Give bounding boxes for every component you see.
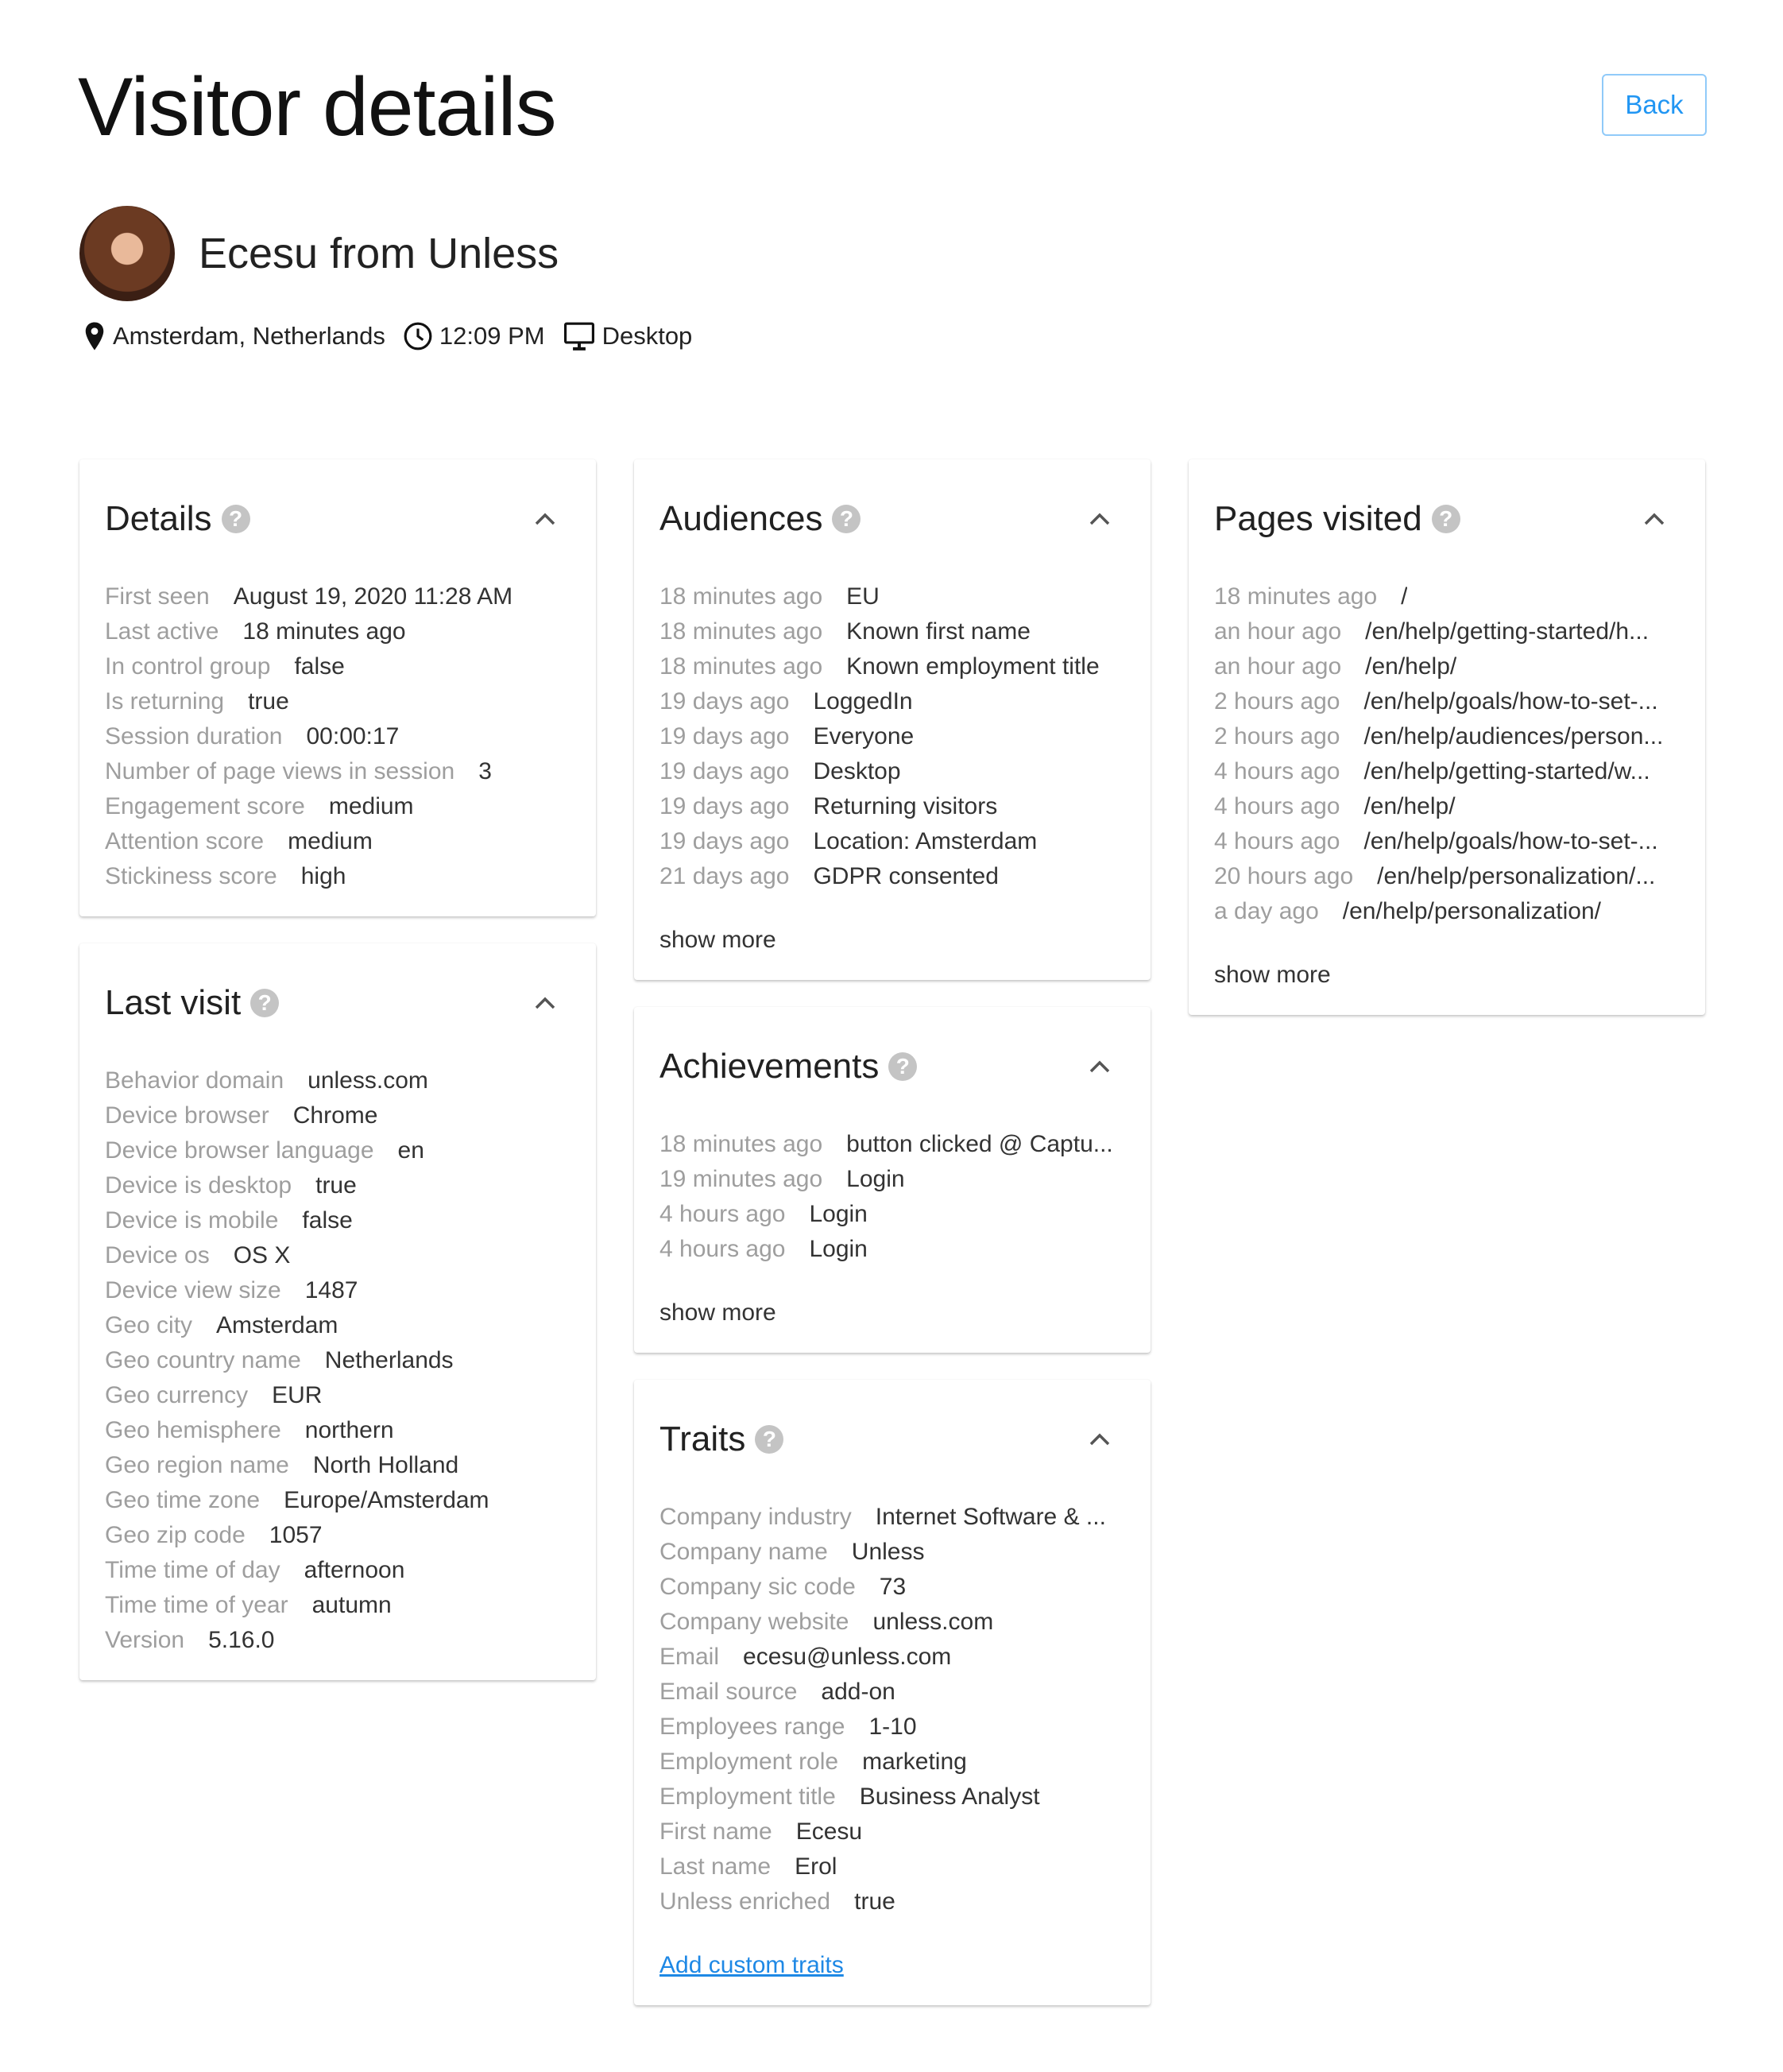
row-value: ecesu@unless.com [743,1644,952,1670]
achievements-row [659,1127,1125,1162]
row-label: 19 minutes ago [659,1166,823,1192]
row-value: 3 [478,758,492,784]
device-text: Desktop [601,322,693,350]
row-label: Email source [659,1679,798,1705]
row-label: Geo zip code [105,1522,246,1548]
column-left [79,459,596,1707]
traits-row [659,1500,1125,1535]
row-value: 1057 [269,1522,323,1548]
row-label: 2 hours ago [1214,688,1340,715]
last-visit-row [105,1623,570,1658]
row-label: Company name [659,1539,828,1565]
row-value: medium [288,828,373,854]
row-value: false [294,653,345,680]
traits-header [659,1419,1125,1459]
row-label: Time time of day [105,1557,280,1583]
row-label: Geo time zone [105,1487,261,1513]
row-value: northern [304,1417,394,1443]
chevron-up-icon[interactable] [1084,1051,1116,1082]
last-visit-row [105,1133,570,1168]
row-label: Geo hemisphere [105,1417,281,1443]
row-value: Login [809,1236,868,1262]
row-label: Device browser [105,1102,269,1129]
row-label: Company sic code [659,1574,856,1600]
row-value: autumn [311,1592,392,1618]
row-value: LoggedIn [813,688,913,715]
page-title: Visitor details [78,61,556,153]
last-visit-row [105,1413,570,1448]
row-label: Device is mobile [105,1207,279,1234]
row-label: Geo currency [105,1382,249,1408]
row-label: 4 hours ago [659,1236,786,1262]
row-label: Geo city [105,1312,193,1338]
last-visit-row [105,1483,570,1518]
row-label: 4 hours ago [1214,758,1340,784]
pages-visited-title: Pages visited [1214,499,1422,538]
row-label: First name [659,1818,772,1845]
row-label: Session duration [105,723,283,749]
row-value: 00:00:17 [306,723,400,749]
row-value: EUR [272,1382,323,1408]
row-value: GDPR consented [813,863,999,889]
pages-visited-row [1214,649,1680,684]
row-value: Returning visitors [813,793,998,819]
traits-row [659,1849,1125,1884]
pages-visited-row [1214,614,1680,649]
visitor-name: Ecesu from Unless [199,230,559,277]
row-label: Last active [105,618,219,645]
row-label: 19 days ago [659,828,790,854]
row-value: marketing [862,1749,967,1775]
pages-visited-title-wrap [1214,499,1460,539]
last-visit-row [105,1343,570,1378]
row-label: a day ago [1214,898,1319,924]
row-value: 5.16.0 [208,1627,275,1653]
details-row [105,859,570,894]
pages-visited-header [1214,499,1680,539]
row-label: Geo region name [105,1452,289,1478]
avatar [79,206,175,301]
traits-title: Traits [659,1419,746,1458]
row-value: /en/help/ [1365,653,1457,680]
chevron-up-icon[interactable] [1084,503,1116,535]
details-title: Details [105,499,212,538]
row-label: Device view size [105,1277,281,1303]
row-value: 18 minutes ago [242,618,406,645]
last-visit-row [105,1378,570,1413]
pages-visited-row [1214,719,1680,754]
back-button[interactable]: Back [1602,74,1707,136]
traits-row [659,1570,1125,1605]
row-value: Login [846,1166,905,1192]
chevron-up-icon[interactable] [1084,1423,1116,1455]
last-visit-row [105,1238,570,1273]
row-value: North Holland [312,1452,459,1478]
visitor-profile [79,206,559,301]
help-icon[interactable]: ? [1432,505,1460,533]
audiences-title-wrap [659,499,861,539]
details-header [105,499,570,539]
row-value: EU [846,583,880,610]
show-more-button[interactable]: show more [659,927,776,953]
row-value: add-on [821,1679,895,1705]
row-value: 1-10 [868,1714,917,1740]
show-more-button[interactable]: show more [1214,962,1331,988]
last-visit-row [105,1063,570,1098]
achievements-title-wrap [659,1047,917,1086]
row-value: Internet Software & ... [875,1504,1106,1530]
last-visit-row [105,1448,570,1483]
row-value: Location: Amsterdam [813,828,1038,854]
row-label: Device is desktop [105,1172,292,1199]
row-value: high [300,863,346,889]
traits-row [659,1535,1125,1570]
row-label: 2 hours ago [1214,723,1340,749]
audiences-row [659,719,1125,754]
traits-row [659,1605,1125,1640]
row-value: button clicked @ Captu... [846,1131,1113,1157]
last-visit-row [105,1518,570,1553]
row-label: Last name [659,1853,772,1880]
audiences-row [659,649,1125,684]
last-visit-card [79,943,596,1680]
audiences-row [659,684,1125,719]
pages-visited-row [1214,859,1680,894]
row-value: true [854,1888,895,1915]
time-text: 12:09 PM [439,322,545,350]
row-label: 20 hours ago [1214,863,1354,889]
last-visit-row [105,1168,570,1203]
audiences-row [659,824,1125,859]
last-visit-row [105,1588,570,1623]
last-visit-title-wrap [105,983,279,1023]
details-row [105,789,570,824]
last-visit-row [105,1098,570,1133]
row-label: 18 minutes ago [659,618,823,645]
row-label: 19 days ago [659,688,790,715]
row-value: Known first name [846,618,1031,645]
row-value: Business Analyst [859,1783,1040,1810]
row-value: August 19, 2020 11:28 AM [233,583,513,610]
row-value: unless.com [872,1609,994,1635]
last-visit-row [105,1203,570,1238]
row-label: Device os [105,1242,210,1268]
row-value: Known employment title [846,653,1100,680]
row-value: / [1401,583,1408,610]
row-value: en [397,1137,424,1164]
audiences-card [634,459,1151,980]
row-value: 1487 [304,1277,358,1303]
audiences-row [659,579,1125,614]
achievements-row [659,1232,1125,1267]
column-middle [634,459,1151,2032]
row-label: Unless enriched [659,1888,831,1915]
row-label: Number of page views in session [105,758,455,784]
pages-visited-card [1189,459,1705,1015]
row-value: /en/help/getting-started/w... [1363,758,1650,784]
row-value: Unless [851,1539,925,1565]
row-label: an hour ago [1214,618,1342,645]
row-label: 4 hours ago [1214,793,1340,819]
row-value: Chrome [292,1102,378,1129]
row-label: Time time of year [105,1592,288,1618]
row-value: /en/help/goals/how-to-set-... [1363,688,1658,715]
row-value: OS X [233,1242,291,1268]
row-label: In control group [105,653,271,680]
row-label: Is returning [105,688,225,715]
row-label: 18 minutes ago [1214,583,1378,610]
audiences-row [659,859,1125,894]
column-right [1189,459,1705,1042]
traits-row [659,1814,1125,1849]
traits-row [659,1780,1125,1814]
row-label: Company website [659,1609,849,1635]
chevron-up-icon[interactable] [1638,503,1670,535]
row-label: 4 hours ago [1214,828,1340,854]
details-row [105,649,570,684]
location-text: Amsterdam, Netherlands [113,322,385,350]
last-visit-row [105,1273,570,1308]
row-value: Netherlands [324,1347,454,1373]
desktop-icon [563,321,596,351]
last-visit-row [105,1308,570,1343]
help-icon[interactable]: ? [250,989,279,1017]
add-custom-traits-link[interactable]: Add custom traits [659,1952,844,1978]
traits-row [659,1710,1125,1745]
audiences-row [659,754,1125,789]
row-label: Employment title [659,1783,836,1810]
row-value: /en/help/getting-started/h... [1365,618,1650,645]
help-icon[interactable]: ? [888,1052,917,1081]
audiences-row [659,614,1125,649]
device-item [563,321,693,351]
row-value: afternoon [304,1557,405,1583]
details-title-wrap [105,499,250,539]
achievements-title: Achievements [659,1047,880,1086]
row-label: Geo country name [105,1347,301,1373]
pages-visited-row [1214,579,1680,614]
details-row [105,824,570,859]
audiences-header [659,499,1125,539]
row-label: 18 minutes ago [659,1131,823,1157]
row-label: Stickiness score [105,863,277,889]
achievements-row [659,1162,1125,1197]
row-label: Email [659,1644,720,1670]
chevron-up-icon[interactable] [529,987,561,1019]
row-label: Attention score [105,828,265,854]
achievements-card [634,1007,1151,1353]
row-value: /en/help/ [1363,793,1456,819]
traits-title-wrap [659,1419,783,1459]
traits-row [659,1884,1125,1919]
last-visit-header [105,983,570,1023]
row-value: true [248,688,289,715]
achievements-header [659,1047,1125,1086]
row-label: Company industry [659,1504,852,1530]
traits-row [659,1675,1125,1710]
help-icon[interactable]: ? [755,1425,783,1454]
details-row [105,684,570,719]
row-label: Engagement score [105,793,305,819]
row-label: Employment role [659,1749,839,1775]
audiences-row [659,789,1125,824]
row-label: First seen [105,583,210,610]
row-value: true [315,1172,357,1199]
row-label: 19 days ago [659,758,790,784]
row-value: Ecesu [795,1818,863,1845]
last-visit-row [105,1553,570,1588]
traits-row [659,1745,1125,1780]
row-value: Desktop [813,758,901,784]
row-value: false [302,1207,353,1234]
location-item [83,321,385,351]
details-row [105,719,570,754]
row-value: Europe/Amsterdam [284,1487,489,1513]
row-value: Amsterdam [216,1312,338,1338]
time-item [403,321,545,351]
pages-visited-row [1214,789,1680,824]
visitor-meta [83,321,710,351]
row-label: Employees range [659,1714,845,1740]
details-row [105,614,570,649]
row-label: Version [105,1627,185,1653]
achievements-row [659,1197,1125,1232]
details-row [105,579,570,614]
row-label: Behavior domain [105,1067,284,1094]
row-label: 19 days ago [659,723,790,749]
pages-visited-row [1214,684,1680,719]
row-value: 73 [879,1574,907,1600]
row-value: Erol [795,1853,837,1880]
row-label: 18 minutes ago [659,583,823,610]
row-label: 21 days ago [659,863,790,889]
show-more-button[interactable]: show more [659,1299,776,1326]
help-icon[interactable]: ? [832,505,861,533]
chevron-up-icon[interactable] [529,503,561,535]
help-icon[interactable]: ? [222,505,250,533]
clock-icon [403,321,433,351]
pages-visited-row [1214,824,1680,859]
row-label: an hour ago [1214,653,1342,680]
row-value: /en/help/personalization/... [1377,863,1656,889]
row-value: Everyone [813,723,915,749]
last-visit-title: Last visit [105,983,242,1022]
pages-visited-row [1214,754,1680,789]
row-label: 18 minutes ago [659,653,823,680]
audiences-title: Audiences [659,499,823,538]
row-value: /en/help/audiences/person... [1363,723,1664,749]
traits-row [659,1640,1125,1675]
details-card [79,459,596,916]
row-label: Device browser language [105,1137,374,1164]
row-label: 19 days ago [659,793,790,819]
map-pin-icon [83,321,106,351]
traits-card [634,1380,1151,2005]
details-row [105,754,570,789]
row-value: /en/help/personalization/ [1342,898,1602,924]
row-value: medium [328,793,414,819]
row-value: /en/help/goals/how-to-set-... [1363,828,1658,854]
row-value: unless.com [307,1067,428,1094]
pages-visited-row [1214,894,1680,929]
row-label: 4 hours ago [659,1201,786,1227]
row-value: Login [809,1201,868,1227]
